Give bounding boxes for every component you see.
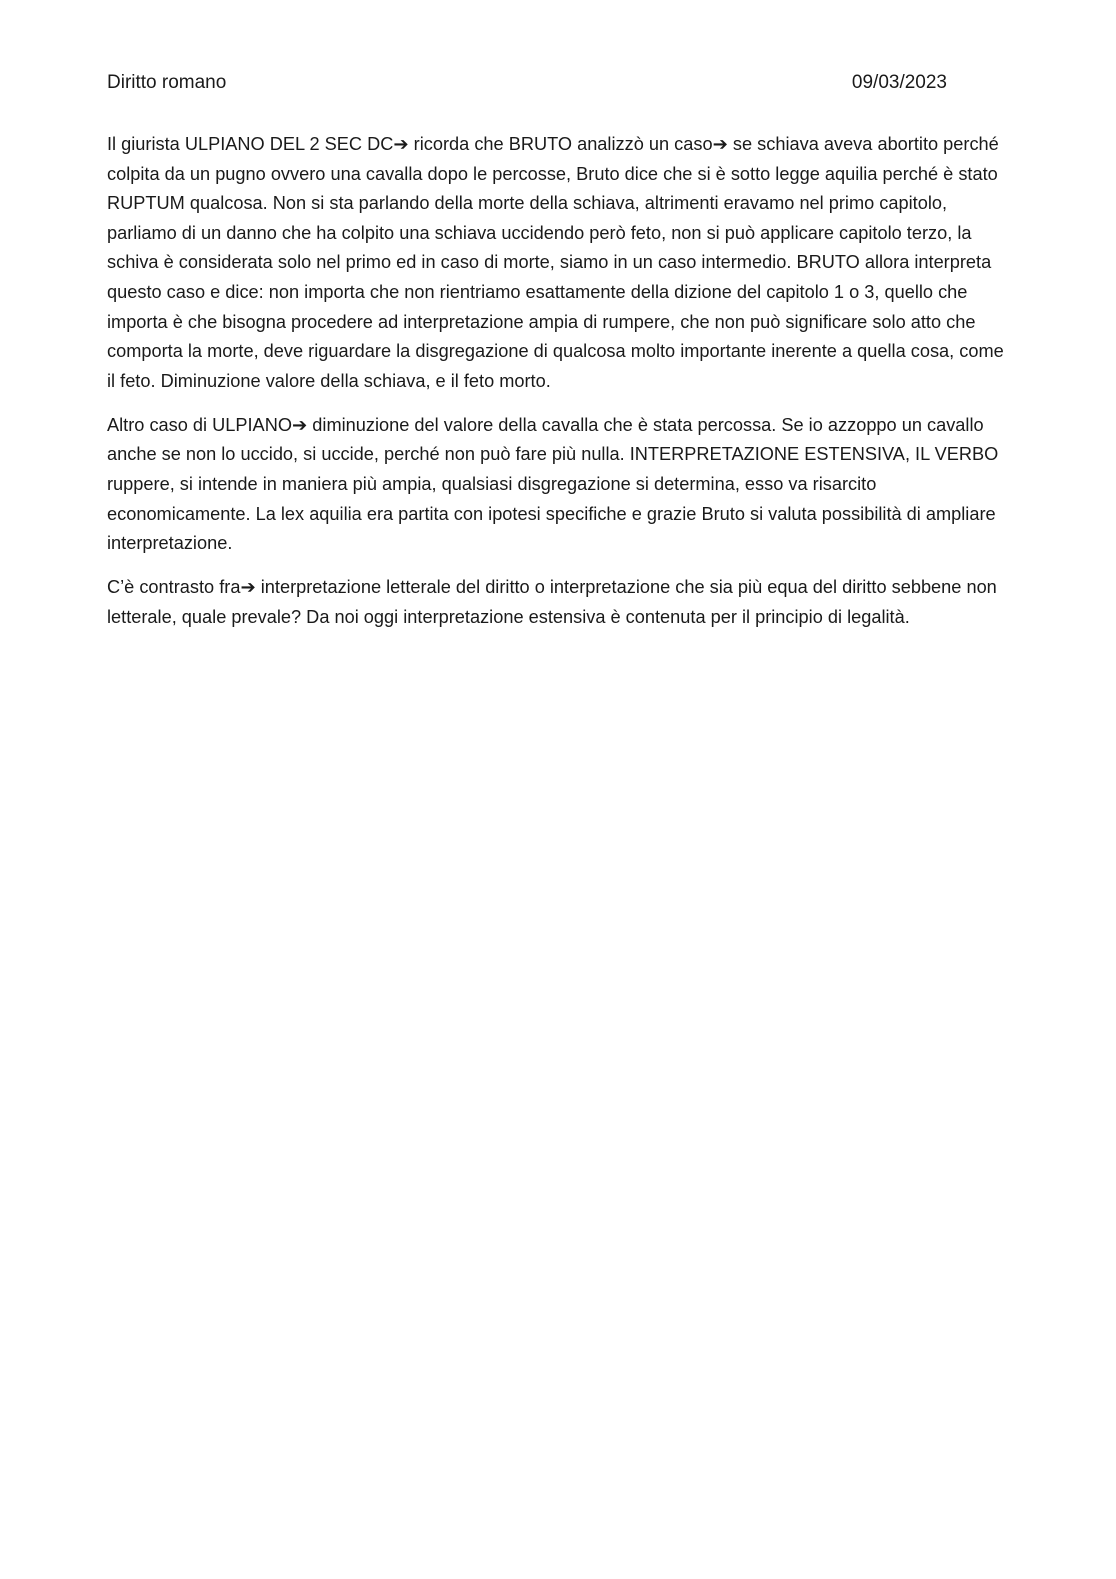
document-date: 09/03/2023 [851, 72, 947, 93]
paragraph-text: ricorda che BRUTO analizzò un caso [408, 134, 713, 154]
arrow-right-icon: ➔ [712, 134, 728, 154]
paragraph-text: interpretazione letterale del diritto o interpretazione che sia più equa del diritto sebbene non letterale, quale prevale? Da noi oggi interpretazione estensiva è contenuta per il principio di legalità. [107, 577, 997, 627]
document-body [107, 130, 1007, 647]
paragraph-text: diminuzione del valore della cavalla che è stata percossa. Se io azzoppo un cavallo anche se non lo uccido, si uccide, perché non può fare più nulla. INTERPRETAZIONE ESTENSIVA, IL VERBO ruppere, si intende in maniera più ampia, qualsiasi disgregazione si determina, esso va risarcito economicamente. La lex aquilia era partita con ipotesi specifiche e grazie Bruto si valuta possibilità di ampliare interpretazione. [107, 414, 999, 554]
arrow-right-icon: ➔ [240, 577, 256, 598]
paragraph [107, 411, 1007, 559]
page-header [107, 68, 947, 98]
paragraph [107, 130, 1007, 396]
paragraph-text: Altro caso di ULPIANO [107, 414, 292, 435]
paragraph-text: se schiava aveva abortito perché colpita da un pugno ovvero una cavalla dopo le percosse, Bruto dice che si è sotto legge aquilia perché è stato RUPTUM qualcosa. Non si sta parlando della morte della schiava, altrimenti eravamo nel primo capitolo, parliamo di un danno che ha colpito una schiava uccidendo però feto, non si può applicare capitolo terzo, la schiva è considerata solo nel primo ed in caso di morte, siamo in un caso intermedio. BRUTO allora interpreta questo caso e dice: non importa che non rientriamo esattamente della dizione del capitolo 1 o 3, quello che importa è che bisogna procedere ad interpretazione ampia di rumpere, che non può significare solo atto che comporta la morte, deve riguardare la disgregazione di qualcosa molto importante inerente a quella cosa, come il feto. Diminuzione valore della schiava, e il feto morto. [107, 134, 1004, 391]
paragraph-text: C’è contrasto fra [107, 577, 241, 598]
arrow-right-icon: ➔ [291, 414, 308, 435]
paragraph [107, 573, 1007, 632]
arrow-right-icon: ➔ [393, 134, 409, 154]
paragraph-text: Il giurista ULPIANO DEL 2 SEC DC [107, 134, 394, 154]
document-title: Diritto romano [107, 72, 227, 93]
